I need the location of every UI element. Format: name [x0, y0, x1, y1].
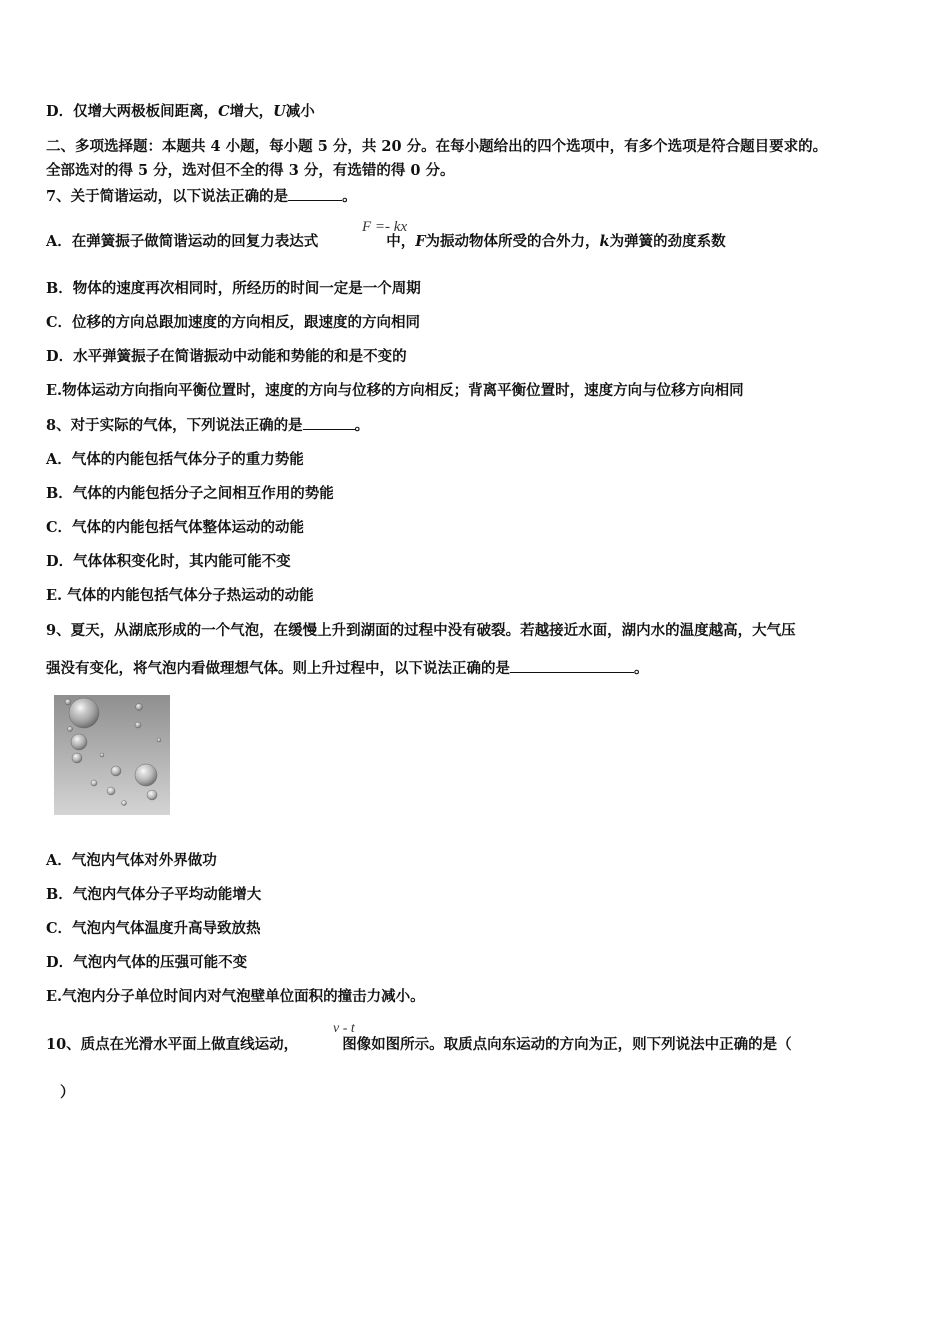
var-c: C	[218, 103, 230, 120]
q10-stem	[46, 1035, 792, 1055]
answer-blank	[288, 186, 342, 201]
var-u: U	[273, 103, 286, 120]
q9-stem-line1: 9、夏天，从湖底形成的一个气泡，在缓慢上升到湖面的过程中没有破裂。若越接近水面，湖内水的温度越高，大气压	[46, 622, 796, 639]
q9-option-e: E.气泡内分子单位时间内对气泡壁单位面积的撞击力减小。	[46, 988, 425, 1005]
q7-option-a-mid1: 中，	[386, 233, 416, 250]
var-f: F	[415, 233, 426, 250]
q8-option-d: D．气体体积变化时，其内能可能不变	[46, 553, 291, 570]
q6-option-d-mid: 增大，	[229, 103, 274, 120]
q8-option-a: A．气体的内能包括气体分子的重力势能	[46, 451, 304, 468]
q9-stem-line2-text: 强没有变化，将气泡内看做理想气体。则上升过程中，以下说法正确的是	[46, 660, 510, 677]
q7-option-c: C．位移的方向总跟加速度的方向相反，跟速度的方向相同	[46, 314, 421, 331]
q8-option-c: C．气体的内能包括气体整体运动的动能	[46, 519, 305, 536]
q8-option-e: E. 气体的内能包括气体分子热运动的动能	[46, 587, 314, 604]
section2-heading-line1: 二、多项选择题：本题共 4 小题，每小题 5 分，共 20 分。在每小题给出的四个选项中，有多个选项是符合题目要求的。	[46, 138, 828, 155]
q7-option-d: D．水平弹簧振子在简谐振动中动能和势能的和是不变的	[46, 348, 407, 365]
q6-option-d-text: D．仅增大两极板间距离，	[46, 103, 219, 120]
q10-stem-post: 图像如图所示。取质点向东运动的方向为正，则下列说法中正确的是（	[342, 1036, 792, 1053]
q8-stem	[46, 415, 369, 436]
q6-option-d	[46, 102, 315, 122]
q7-option-a-end: 为弹簧的劲度系数	[609, 233, 726, 250]
answer-blank	[303, 415, 355, 430]
answer-blank	[510, 658, 634, 673]
formula-v-t: v - t	[333, 1021, 355, 1036]
var-k: k	[599, 233, 610, 250]
q9-option-b: B．气泡内气体分子平均动能增大	[46, 886, 262, 903]
q8-stem-end: 。	[354, 417, 370, 434]
q6-option-d-end: 减小	[285, 103, 315, 120]
q7-option-b: B．物体的速度再次相同时，所经历的时间一定是一个周期	[46, 280, 421, 297]
q8-stem-text: 8、对于实际的气体，下列说法正确的是	[46, 417, 303, 434]
bubbles-image	[54, 695, 170, 815]
q10-stem-pre: 10、质点在光滑水平面上做直线运动，	[46, 1036, 299, 1053]
q9-stem-line2	[46, 658, 649, 679]
q9-option-c: C．气泡内气体温度升高导致放热	[46, 920, 261, 937]
q9-option-a: A．气泡内气体对外界做功	[46, 852, 217, 869]
q7-stem-end: 。	[342, 188, 357, 205]
q9-stem-end: 。	[634, 660, 649, 677]
q8-option-b: B．气体的内能包括分子之间相互作用的势能	[46, 485, 334, 502]
section2-heading-line2: 全部选对的得 5 分，选对但不全的得 3 分，有选错的得 0 分。	[46, 162, 455, 179]
q10-close-paren: ）	[60, 1084, 75, 1101]
q7-option-a-mid2: 为振动物体所受的合外力，	[425, 233, 600, 250]
q7-stem-text: 7、关于简谐运动，以下说法正确的是	[46, 188, 289, 205]
q7-option-a-pre: A．在弹簧振子做简谐运动的回复力表达式	[46, 233, 319, 250]
q9-option-d: D．气泡内气体的压强可能不变	[46, 954, 248, 971]
q7-option-e: E.物体运动方向指向平衡位置时，速度的方向与位移的方向相反；背离平衡位置时，速度方向与位移方向相同	[46, 382, 744, 399]
q7-stem	[46, 186, 357, 207]
formula-f-equals-minus-kx: F =- kx	[362, 219, 408, 235]
